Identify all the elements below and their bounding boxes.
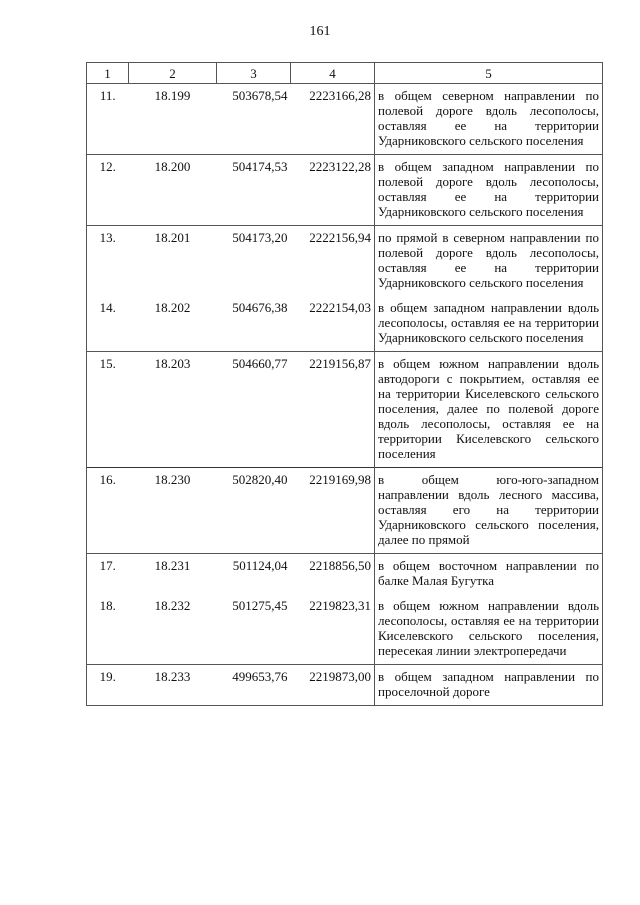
table-row xyxy=(87,594,603,665)
coord-y: 2219169,98 xyxy=(291,468,375,554)
table-row xyxy=(87,226,603,297)
table-row xyxy=(87,352,603,468)
description: в общем южном направлении вдоль лесополосы, оставляя ее на территории Киселевского сельского поселения, пересекая линии электропередачи xyxy=(375,594,603,665)
page-number: 161 xyxy=(309,24,331,39)
description: в общем юго-юго-западном направлении вдоль лесного массива, оставляя его на территории Ударниковского сельского поселения, далее по прямой xyxy=(375,468,603,554)
row-number: 14. xyxy=(87,296,129,352)
description: в общем восточном направлении по балке Малая Бугутка xyxy=(375,554,603,595)
coord-y: 2219873,00 xyxy=(291,665,375,706)
point-id: 18.232 xyxy=(154,598,191,613)
header-col-1: 1 xyxy=(87,63,129,84)
coord-y: 2222156,94 xyxy=(291,226,375,297)
table-row xyxy=(87,665,603,706)
point-id: 18.200 xyxy=(129,155,217,226)
table-row xyxy=(87,155,603,226)
coord-x: 502820,40 xyxy=(217,468,291,554)
coord-y: 2222154,03 xyxy=(309,300,371,315)
row-number: 17. xyxy=(87,554,129,595)
table-row xyxy=(87,84,603,155)
coord-y: 2219823,31 xyxy=(309,598,371,613)
table-row xyxy=(87,554,603,595)
coord-y: 2218856,50 xyxy=(291,554,375,595)
coord-x: 504173,20 xyxy=(217,226,291,297)
table-row xyxy=(87,468,603,554)
point-id: 18.201 xyxy=(129,226,217,297)
boundary-table xyxy=(86,62,603,706)
description: по прямой в северном направлении по полевой дороге вдоль лесополосы, оставляя ее на территории Ударниковского сельского поселения xyxy=(375,226,603,297)
coord-x: 503678,54 xyxy=(217,84,291,155)
description: в общем северном направлении по полевой дороге вдоль лесополосы, оставляя ее на территории Ударниковского сельского поселения xyxy=(375,84,603,155)
description: в общем западном направлении по проселочной дороге xyxy=(375,665,603,706)
coord-y: 2219156,87 xyxy=(291,352,375,468)
description: в общем южном направлении вдоль автодороги с покрытием, оставляя ее на территории Киселевского сельского поселения, далее по полевой дороге вдоль лесополосы, оставляя ее на территории Киселевского сельского поселения xyxy=(375,352,603,468)
point-id: 18.203 xyxy=(129,352,217,468)
description: в общем западном направлении по полевой дороге вдоль лесополосы, оставляя ее на территории Ударниковского сельского поселения xyxy=(375,155,603,226)
coord-x: 504174,53 xyxy=(217,155,291,226)
row-number: 19. xyxy=(87,665,129,706)
table-header-row xyxy=(87,63,603,84)
row-number: 15. xyxy=(87,352,129,468)
coord-x: 499653,76 xyxy=(217,665,291,706)
row-number: 16. xyxy=(87,468,129,554)
point-id: 18.231 xyxy=(129,554,217,595)
header-col-5: 5 xyxy=(375,63,603,84)
description: в общем западном направлении вдоль лесополосы, оставляя ее на территории Ударниковского сельского поселения xyxy=(375,296,603,352)
header-col-3: 3 xyxy=(217,63,291,84)
coord-x: 501275,45 xyxy=(232,598,288,613)
coord-y: 2223166,28 xyxy=(291,84,375,155)
point-id: 18.230 xyxy=(129,468,217,554)
table-row xyxy=(87,296,603,352)
header-col-2: 2 xyxy=(129,63,217,84)
coord-y: 2223122,28 xyxy=(291,155,375,226)
point-id: 18.199 xyxy=(129,84,217,155)
coord-x: 504660,77 xyxy=(217,352,291,468)
row-number: 11. xyxy=(87,84,129,155)
coord-x: 501124,04 xyxy=(217,554,291,595)
point-id: 18.233 xyxy=(129,665,217,706)
header-col-4: 4 xyxy=(291,63,375,84)
row-number: 12. xyxy=(87,155,129,226)
coord-x: 504676,38 xyxy=(232,300,288,315)
point-id: 18.202 xyxy=(154,300,191,315)
row-number: 18. xyxy=(87,594,129,665)
row-number: 13. xyxy=(87,226,129,297)
